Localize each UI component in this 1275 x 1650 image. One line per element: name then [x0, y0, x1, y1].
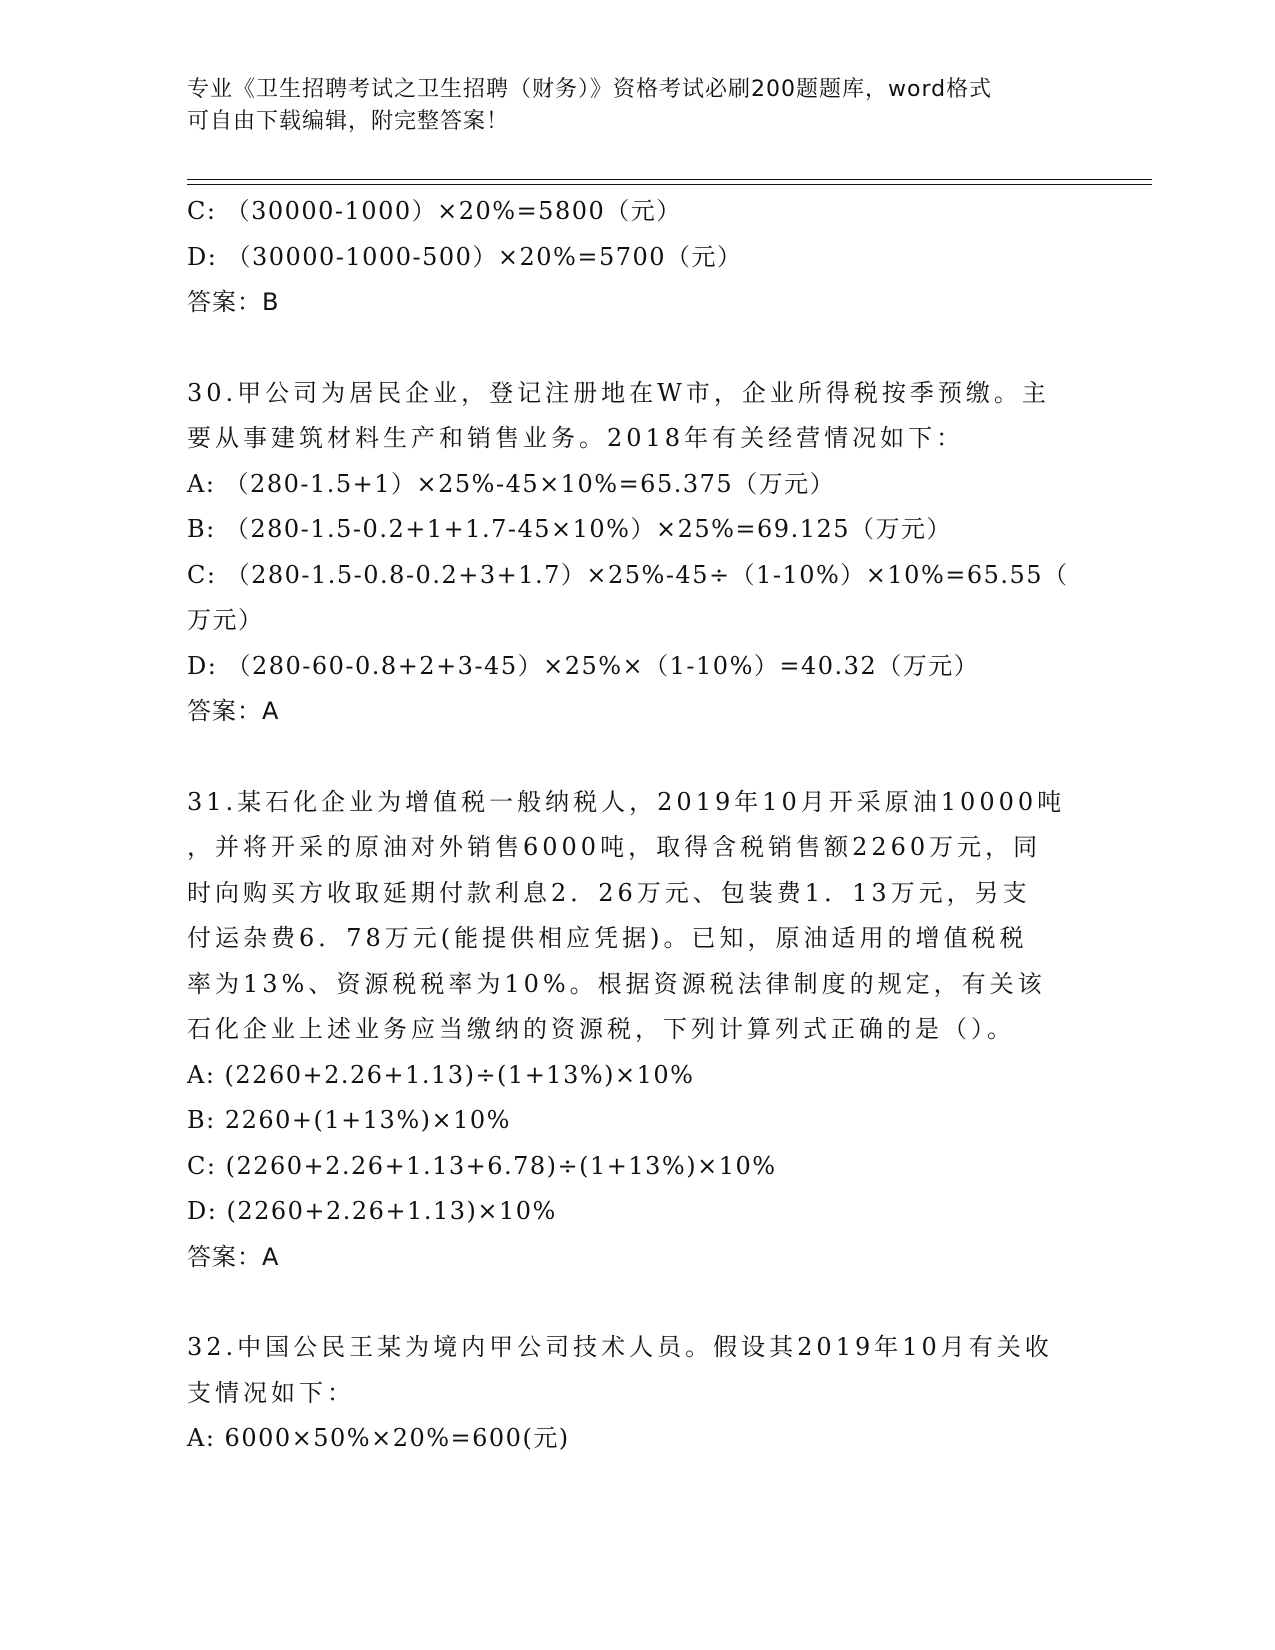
- question-stem: 付运杂费6．78万元(能提供相应凭据)。已知，原油适用的增值税税: [187, 924, 1028, 952]
- option-c: C: （30000-1000）×20%=5800（元）: [187, 197, 682, 225]
- option-a: A: （280-1.5+1）×25%-45×10%=65.375（万元）: [187, 469, 836, 498]
- question-31: [187, 780, 1087, 1281]
- option-d: D: （30000-1000-500）×20%=5700（元）: [187, 242, 743, 271]
- question-stem: 石化企业上述业务应当缴纳的资源税，下列计算列式正确的是（）。: [187, 1015, 1015, 1043]
- header-line-1: 专业《卫生招聘考试之卫生招聘（财务）》资格考试必刷200题题库，word格式: [187, 77, 993, 102]
- spacer: [187, 735, 1087, 780]
- option-a: A: 6000×50%×20%=600(元): [187, 1424, 570, 1452]
- option-d: D: （280-60-0.8+2+3-45）×25%×（1-10%）=40.32（万元）: [187, 651, 980, 680]
- question-stem: 时向购买方收取延期付款利息2．26万元、包装费1．13万元，另支: [187, 878, 1031, 907]
- question-stem: 要从事建筑材料生产和销售业务。2018年有关经营情况如下：: [187, 424, 965, 452]
- question-stem: 32.中国公民王某为境内甲公司技术人员。假设其2019年10月有关收: [187, 1333, 1053, 1361]
- answer: 答案：A: [187, 697, 280, 725]
- document-header: [187, 74, 1067, 138]
- option-b: B: 2260+(1+13%)×10%: [187, 1106, 511, 1134]
- question-32: [187, 1325, 1087, 1462]
- spacer: [187, 326, 1087, 371]
- question-stem: 30.甲公司为居民企业，登记注册地在W市，企业所得税按季预缴。主: [187, 378, 1050, 407]
- answer: 答案：A: [187, 1242, 280, 1271]
- option-c-continued: 万元）: [187, 606, 264, 634]
- question-stem: 支情况如下：: [187, 1378, 355, 1407]
- question-stem: 31.某石化企业为增值税一般纳税人，2019年10月开采原油10000吨: [187, 787, 1066, 816]
- question-29: [187, 189, 1087, 326]
- question-30: [187, 371, 1087, 735]
- spacer: [187, 1280, 1087, 1325]
- answer: 答案：B: [187, 288, 280, 316]
- option-b: B: （280-1.5-0.2+1+1.7-45×10%）×25%=69.125（万元）: [187, 515, 953, 543]
- option-c: C: (2260+2.26+1.13+6.78)÷(1+13%)×10%: [187, 1151, 777, 1180]
- option-d: D: (2260+2.26+1.13)×10%: [187, 1197, 557, 1225]
- header-divider-bottom: [187, 184, 1152, 185]
- option-c: C: （280-1.5-0.8-0.2+3+1.7）×25%-45÷（1-10%）×10%=65.55（: [187, 560, 1069, 589]
- question-stem: 率为13%、资源税税率为10%。根据资源税法律制度的规定，有关该: [187, 969, 1046, 998]
- question-stem: ，并将开采的原油对外销售6000吨，取得含税销售额2260万元，同: [187, 833, 1042, 861]
- header-line-2: 可自由下载编辑，附完整答案！: [187, 109, 510, 134]
- header-divider-top: [187, 179, 1152, 180]
- option-a: A: (2260+2.26+1.13)÷(1+13%)×10%: [187, 1060, 695, 1089]
- document-body: [187, 189, 1087, 1462]
